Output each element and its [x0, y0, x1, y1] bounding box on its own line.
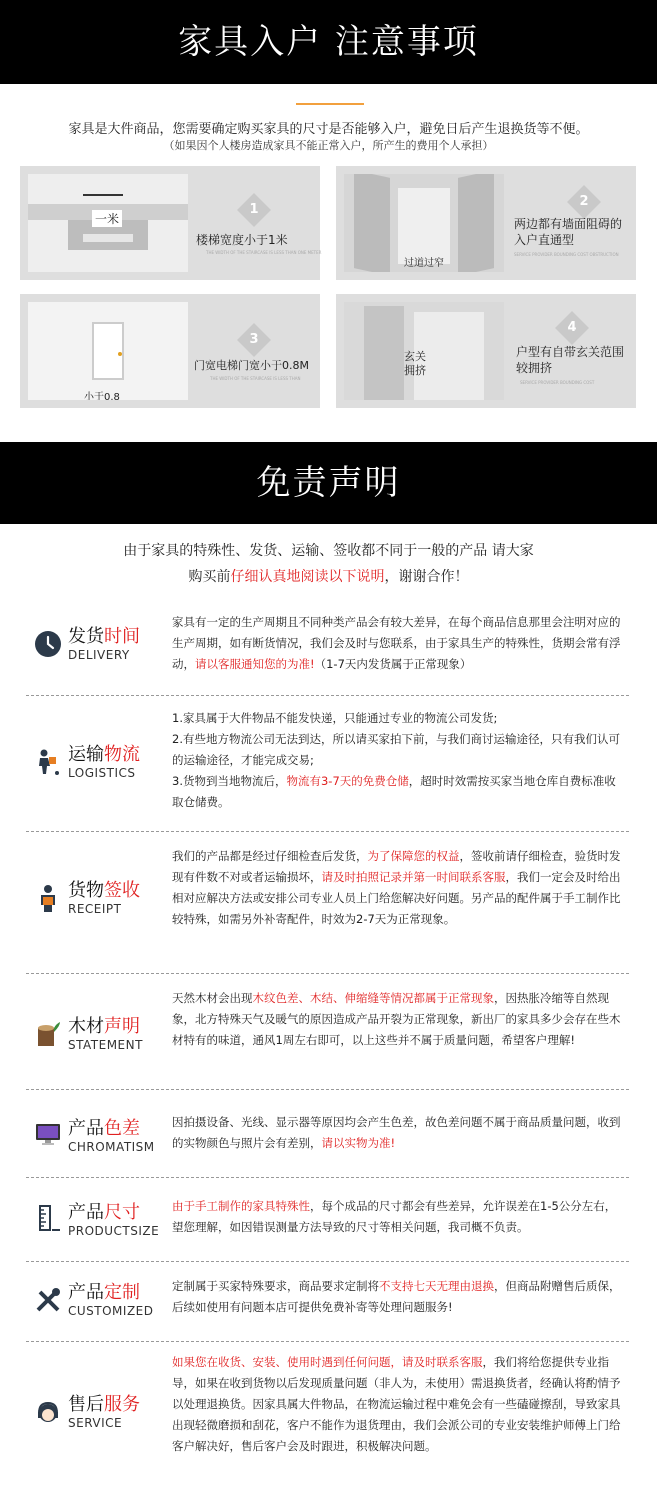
body-text: ，因热胀冷缩等自然现象，北方特殊天气及暖气的原因造成产品开裂为正常现象，新出厂的家具多少会存在些木材特有的味道，通风1周左右即可，以上这些并不属于质量问题，希望客户理解!	[172, 991, 621, 1047]
disclaimer-banner	[0, 442, 657, 524]
body-text: 3.货物到当地物流后，	[172, 774, 287, 788]
row-title: 木材声明	[68, 1016, 140, 1037]
monitor-icon	[34, 1120, 62, 1148]
body-text: 1.家具属于大件物品不能发快递，只能通过专业的物流公司发货;	[172, 711, 498, 725]
row-body	[172, 988, 624, 1051]
entry-card-stairs	[20, 166, 320, 280]
row-subtitle-en: SERVICE	[68, 1416, 123, 1430]
row-body	[172, 846, 624, 930]
card-caption-en: SERVICE PROVIDER BOUNDING COST OBSTRUCTION	[514, 252, 619, 257]
disclaimer-row	[26, 696, 629, 832]
entry-card-corridor	[336, 166, 636, 280]
row-title: 产品定制	[68, 1282, 140, 1303]
accent-divider	[296, 103, 364, 105]
row-title: 产品色差	[68, 1118, 140, 1139]
tools-icon	[34, 1286, 62, 1314]
intro-note: （如果因个人楼房造成家具不能正常入户，所产生的费用个人承担）	[163, 139, 494, 152]
header-banner	[0, 0, 657, 84]
highlight-text: 由于手工制作的家具特殊性	[172, 1199, 310, 1213]
delivery-person-icon	[34, 748, 62, 776]
number-badge: 3	[237, 323, 271, 357]
intro-text: 家具是大件商品，您需要确定购买家具的尺寸是否能够入户，避免日后产生退换货等不便。	[68, 122, 589, 137]
highlight-text: 不支持七天无理由退换	[379, 1279, 494, 1293]
clock-icon	[34, 630, 62, 658]
number-badge: 1	[237, 193, 271, 227]
row-subtitle-en: STATEMENT	[68, 1038, 143, 1052]
row-body	[172, 1276, 624, 1318]
row-body	[172, 1196, 624, 1238]
entrance-illustration	[344, 302, 504, 400]
row-body	[172, 708, 624, 813]
body-text: 我们的产品都是经过仔细检查后发货，	[172, 849, 368, 863]
disclaimer-row	[26, 832, 629, 974]
highlight-text: 如果您在收货、安装、使用时遇到任何问题，请及时联系客服	[172, 1355, 483, 1369]
body-text: ，我们将给您提供专业指导，如果在收到货物以后发现质量问题（非人为，未使用）需退换货者，经确认将酌情予以处理退换货。因家具属大件物品，在物流运输过程中难免会有一些磕碰擦刮，导致家具出现轻微磨损和刮花，客户不能作为退货理由，我们会派公司的专业安装维护师傅上门给客户解决好，售后客户会及时跟进，积极解决问题。	[172, 1355, 621, 1453]
number-badge: 2	[567, 185, 601, 219]
body-text: ，超时时效需按买家当地仓库自费标准收取仓储费。	[172, 774, 616, 809]
receipt-person-icon	[34, 884, 62, 912]
card-caption-en: THE WIDTH OF THE STAIRCASE IS LESS THAN	[210, 376, 301, 381]
body-text: 2.有些地方物流公司无法到达，所以请买家拍下前，与我们商讨运输途径，只有我们认可的运输途径，才能完成交易;	[172, 732, 620, 767]
row-body	[172, 1112, 624, 1154]
body-text: 因拍摄设备、光线、显示器等原因均会产生色差，故色差问题不属于商品质量问题，收到的实物颜色与照片会有差别，	[172, 1115, 621, 1150]
row-body	[172, 1352, 624, 1457]
highlight-text: 为了保障您的权益	[367, 849, 460, 863]
disclaimer-row	[26, 606, 629, 696]
body-text: （1-7天内发货属于正常现象）	[314, 657, 472, 671]
highlight-text: 请以实物为准!	[321, 1136, 396, 1150]
row-title: 发货时间	[68, 626, 140, 647]
row-subtitle-en: LOGISTICS	[68, 766, 136, 780]
disclaimer-intro-2: 购买前仔细认真地阅读以下说明，谢谢合作！	[188, 569, 469, 585]
row-subtitle-en: RECEIPT	[68, 902, 122, 916]
row-title: 产品尺寸	[68, 1202, 140, 1223]
body-text: 天然木材会出现	[172, 991, 253, 1005]
disclaimer-intro: 由于家具的特殊性、发货、运输、签收都不同于一般的产品 请大家	[123, 543, 534, 559]
door-illustration	[28, 302, 188, 400]
banner-title: 家具入户 注意事项	[178, 22, 479, 62]
row-subtitle-en: DELIVERY	[68, 648, 130, 662]
row-title: 运输物流	[68, 744, 140, 765]
highlight-text: 请及时拍照记录并第一时间联系客服	[321, 870, 506, 884]
body-text: ，我们一定会及时给出相对应解决方法或安排公司专业人员上门给您解决好问题。另产品的配件属于手工制作比较特殊，如需另外补寄配件，时效为2-7天为正常现象。	[172, 870, 621, 926]
highlight-text: 请以客服通知您的为准!	[195, 657, 315, 671]
image-label: 过道过窄	[404, 258, 444, 269]
card-caption-en: THE WIDTH OF THE STAIRCASE IS LESS THAN ONE METER	[206, 250, 322, 255]
entry-card-door	[20, 294, 320, 408]
row-title: 货物签收	[68, 880, 140, 901]
card-caption: 门宽电梯门宽小于0.8M	[194, 359, 309, 372]
row-title: 售后服务	[68, 1394, 140, 1415]
row-subtitle-en: CUSTOMIZED	[68, 1304, 154, 1318]
disclaimer-row	[26, 974, 629, 1090]
disclaimer-row	[26, 1178, 629, 1262]
image-label: 玄关拥挤	[404, 350, 426, 377]
image-label: 一米	[92, 210, 122, 227]
wood-log-icon	[34, 1020, 62, 1048]
highlight-text: 物流有3-7天的免费仓储	[286, 774, 409, 788]
disclaimer-row	[26, 1090, 629, 1178]
highlight-text: 木纹色差、木结、伸缩缝等情况都属于正常现象	[252, 991, 494, 1005]
disclaimer-row	[26, 1262, 629, 1342]
image-label: 小于0.8	[84, 392, 120, 400]
card-caption: 楼梯宽度小于1米	[196, 233, 288, 247]
corridor-illustration	[344, 174, 504, 272]
ruler-icon	[34, 1204, 62, 1232]
body-text: ，但商品附赠售后质保，后续如使用有问题本店可提供免费补寄等处理问题服务!	[172, 1279, 621, 1314]
disclaimer-row	[26, 1342, 629, 1498]
card-caption: 户型有自带玄关范围较拥挤	[516, 345, 625, 375]
entry-card-entrance	[336, 294, 636, 408]
stairs-illustration	[28, 174, 188, 272]
body-text: ，每个成品的尺寸都会有些差异，允许误差在1-5公分左右，望您理解，如因错误测量方法导致的尺寸等相关问题，我司概不负责。	[172, 1199, 617, 1234]
body-text: 定制属于买家特殊要求，商品要求定制将	[172, 1279, 379, 1293]
row-subtitle-en: PRODUCTSIZE	[68, 1224, 160, 1238]
number-badge: 4	[555, 311, 589, 345]
customer-service-icon	[34, 1400, 62, 1428]
card-caption-en: SERVICE PROVIDER BOUNDING COST	[520, 380, 595, 385]
row-subtitle-en: CHROMATISM	[68, 1140, 155, 1154]
highlight-text: 仔细认真地阅读以下说明	[230, 569, 385, 585]
body-text: 家具有一定的生产周期且不同种类产品会有较大差异，在每个商品信息那里会注明对应的生产周期，如有断货情况，我们会及时与您联系，由于家具生产的特殊性，货期会常有浮动，	[172, 615, 621, 671]
row-body	[172, 612, 624, 675]
banner-title: 免责声明	[256, 463, 401, 503]
body-text: ，签收前请仔细检查，验货时发现有件数不对或者运输损坏，	[172, 849, 621, 884]
card-caption: 两边都有墙面阻碍的入户直通型	[514, 217, 623, 247]
